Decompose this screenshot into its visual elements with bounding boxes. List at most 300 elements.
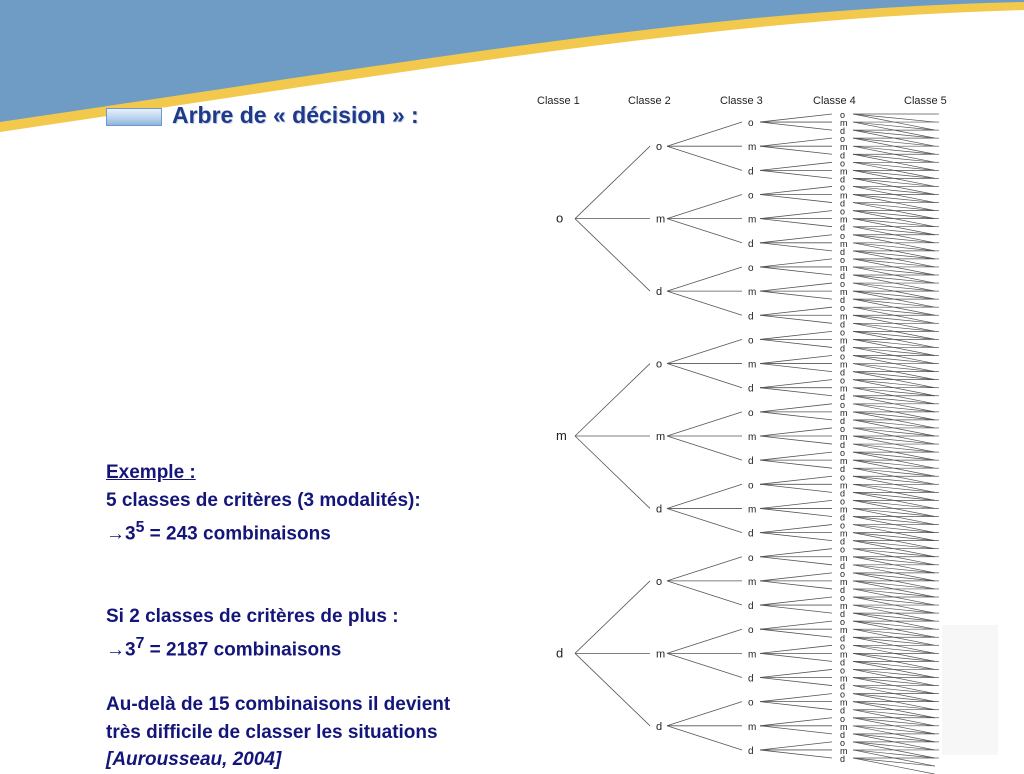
tree-node-m: m bbox=[656, 648, 666, 661]
tree-node-m: m bbox=[656, 431, 666, 443]
tree-node-o: o bbox=[556, 210, 564, 226]
tree-node-o: o bbox=[748, 625, 754, 637]
tree-branch bbox=[760, 404, 832, 412]
tree-node-m: m bbox=[840, 214, 848, 225]
tree-branch bbox=[760, 726, 832, 734]
tree-branch bbox=[853, 710, 935, 718]
tree-branch bbox=[853, 356, 935, 364]
tree-node-d: d bbox=[840, 512, 846, 523]
column-header: Classe 1 bbox=[537, 95, 580, 107]
tree-branch bbox=[760, 122, 832, 130]
tree-node-d: d bbox=[840, 198, 846, 209]
tree-node-o: o bbox=[656, 358, 663, 371]
tree-branch bbox=[667, 412, 742, 436]
tree-branch bbox=[760, 243, 832, 251]
column-header: Classe 3 bbox=[720, 95, 763, 107]
title-decoration-bar bbox=[106, 108, 162, 126]
tree-node-o: o bbox=[840, 641, 846, 652]
tree-node-m: m bbox=[840, 190, 848, 201]
tree-branch bbox=[853, 694, 935, 702]
tree-branch bbox=[667, 581, 742, 605]
tree-branch bbox=[760, 533, 832, 541]
tree-node-m: m bbox=[748, 142, 757, 154]
tree-branch bbox=[667, 195, 742, 219]
tree-branch bbox=[760, 307, 832, 315]
tree-branch bbox=[760, 428, 832, 436]
tree-branch bbox=[853, 484, 935, 492]
tree-node-d: d bbox=[840, 536, 846, 547]
tree-node-d: d bbox=[656, 286, 663, 299]
tree-branch bbox=[667, 364, 742, 388]
tree-branch bbox=[760, 364, 832, 372]
tree-branch bbox=[760, 718, 832, 726]
tree-node-o: o bbox=[840, 448, 846, 459]
tree-node-d: d bbox=[840, 150, 846, 161]
tree-branch bbox=[853, 734, 935, 742]
tree-node-m: m bbox=[748, 649, 757, 661]
tree-branch bbox=[760, 162, 832, 170]
tree-node-o: o bbox=[840, 472, 846, 483]
tree-node-m: m bbox=[748, 504, 757, 516]
tree-branch bbox=[853, 388, 935, 396]
tree-node-m: m bbox=[840, 673, 848, 684]
tree-branch bbox=[667, 702, 742, 726]
tree-node-d: d bbox=[748, 456, 754, 468]
tree-branch bbox=[853, 605, 935, 613]
tree-branch bbox=[853, 669, 935, 677]
tree-branch bbox=[667, 508, 742, 532]
tree-branch bbox=[760, 436, 832, 444]
tree-branch bbox=[853, 460, 935, 468]
tree-node-o: o bbox=[748, 262, 754, 274]
tree-branch bbox=[853, 235, 935, 243]
tree-node-o: o bbox=[748, 552, 754, 564]
tree-branch bbox=[853, 347, 935, 355]
tree-branch bbox=[760, 452, 832, 460]
tree-branch bbox=[760, 508, 832, 516]
tree-branch bbox=[853, 718, 935, 726]
tree-branch bbox=[853, 323, 935, 331]
tree-branch bbox=[853, 565, 935, 573]
tree-branch bbox=[853, 702, 935, 710]
tree-node-d: d bbox=[748, 745, 754, 757]
tree-branch bbox=[760, 211, 832, 219]
tree-branch bbox=[760, 645, 832, 653]
tree-node-o: o bbox=[840, 110, 846, 120]
conclusion-line-1: Au-delà de 15 combinaisons il devient bbox=[106, 694, 451, 716]
tree-branch bbox=[853, 645, 935, 653]
tree-branch bbox=[760, 653, 832, 661]
tree-branch bbox=[853, 186, 935, 194]
tree-node-o: o bbox=[840, 496, 846, 507]
tree-branch bbox=[853, 251, 935, 259]
tree-branch bbox=[853, 178, 935, 186]
tree-node-m: m bbox=[840, 625, 848, 636]
tree-node-d: d bbox=[840, 657, 846, 668]
tree-branch bbox=[760, 742, 832, 750]
combination-line-2: $\to 3^7 = 2187$ combinaisons bbox=[106, 635, 342, 661]
tree-node-m: m bbox=[556, 428, 567, 443]
tree-node-m: m bbox=[840, 287, 848, 298]
tree-node-m: m bbox=[656, 213, 666, 226]
tree-branch bbox=[760, 484, 832, 492]
column-header: Classe 5 bbox=[904, 95, 947, 107]
tree-node-d: d bbox=[748, 528, 754, 540]
tree-node-o: o bbox=[840, 544, 846, 555]
tree-branch bbox=[667, 291, 742, 315]
tree-branch bbox=[760, 669, 832, 677]
tree-branch bbox=[667, 726, 742, 750]
tree-node-o: o bbox=[840, 279, 846, 290]
tree-branch bbox=[667, 339, 742, 363]
tree-node-d: d bbox=[840, 440, 846, 451]
tree-branch bbox=[667, 122, 742, 146]
tree-branch bbox=[760, 195, 832, 203]
tree-branch bbox=[853, 629, 935, 637]
example-line: 5 classes de critères (3 modalités): bbox=[106, 489, 421, 511]
tree-node-o: o bbox=[840, 134, 846, 145]
tree-branch bbox=[575, 653, 650, 725]
tree-branch bbox=[853, 726, 935, 734]
tree-branch bbox=[853, 750, 935, 758]
tree-node-d: d bbox=[840, 488, 846, 499]
tree-node-d: d bbox=[840, 295, 846, 306]
tree-node-d: d bbox=[840, 319, 846, 330]
tree-node-m: m bbox=[840, 697, 848, 708]
tree-node-m: m bbox=[840, 576, 848, 587]
tree-branch bbox=[575, 146, 650, 218]
tree-node-o: o bbox=[840, 399, 846, 410]
tree-node-m: m bbox=[840, 142, 848, 153]
tree-branch bbox=[853, 742, 935, 750]
tree-branch bbox=[760, 500, 832, 508]
tree-node-m: m bbox=[840, 649, 848, 660]
tree-node-o: o bbox=[840, 689, 846, 700]
tree-node-d: d bbox=[748, 238, 754, 250]
tree-node-d: d bbox=[840, 126, 846, 137]
tree-branch bbox=[853, 227, 935, 235]
tree-branch bbox=[575, 436, 650, 508]
tree-node-m: m bbox=[748, 721, 757, 733]
tree-branch bbox=[853, 211, 935, 219]
tree-branch bbox=[853, 307, 935, 315]
tree-branch bbox=[760, 235, 832, 243]
tree-node-d: d bbox=[840, 560, 846, 571]
tree-node-m: m bbox=[840, 311, 848, 322]
tree-node-o: o bbox=[840, 520, 846, 531]
tree-branch bbox=[760, 138, 832, 146]
tree-branch bbox=[667, 653, 742, 677]
tree-branch bbox=[760, 629, 832, 637]
tree-branch bbox=[853, 267, 935, 275]
extension-line: Si 2 classes de critères de plus : bbox=[106, 605, 399, 627]
logo-fragment bbox=[942, 625, 998, 755]
tree-node-d: d bbox=[656, 720, 663, 733]
tree-branch bbox=[853, 758, 935, 774]
tree-node-o: o bbox=[748, 118, 754, 130]
tree-node-o: o bbox=[840, 665, 846, 676]
tree-node-m: m bbox=[840, 262, 848, 273]
tree-node-o: o bbox=[840, 206, 846, 217]
tree-branch bbox=[853, 452, 935, 460]
tree-branch bbox=[760, 259, 832, 267]
tree-node-o: o bbox=[840, 303, 846, 314]
tree-branch bbox=[760, 283, 832, 291]
text-block bbox=[106, 459, 586, 774]
tree-branch bbox=[853, 476, 935, 484]
tree-branch bbox=[853, 573, 935, 581]
tree-branch bbox=[760, 356, 832, 364]
tree-branch bbox=[760, 412, 832, 420]
decision-tree bbox=[530, 88, 947, 768]
tree-node-o: o bbox=[748, 480, 754, 492]
tree-branch bbox=[575, 219, 650, 291]
tree-branch bbox=[853, 686, 935, 694]
tree-node-m: m bbox=[748, 287, 757, 299]
tree-branch bbox=[853, 589, 935, 597]
tree-node-m: m bbox=[840, 745, 848, 756]
example-heading: Exemple : bbox=[106, 462, 196, 483]
tree-branch bbox=[760, 267, 832, 275]
tree-branch bbox=[853, 436, 935, 444]
tree-branch bbox=[760, 525, 832, 533]
tree-node-o: o bbox=[840, 230, 846, 241]
tree-node-d: d bbox=[840, 729, 846, 740]
tree-node-m: m bbox=[748, 214, 757, 226]
tree-node-o: o bbox=[840, 182, 846, 193]
tree-branch bbox=[853, 130, 935, 138]
tree-node-o: o bbox=[840, 254, 846, 265]
tree-branch bbox=[667, 484, 742, 508]
tree-branch bbox=[853, 203, 935, 211]
tree-node-d: d bbox=[840, 367, 846, 378]
tree-branch bbox=[853, 372, 935, 380]
tree-branch bbox=[760, 621, 832, 629]
tree-node-m: m bbox=[840, 238, 848, 249]
combination-line-1: $\to 3^5 = 243$ combinaisons bbox=[106, 519, 331, 545]
tree-branch bbox=[853, 468, 935, 476]
tree-node-d: d bbox=[748, 601, 754, 613]
tree-branch bbox=[853, 364, 935, 372]
tree-node-d: d bbox=[748, 673, 754, 685]
tree-node-d: d bbox=[840, 343, 846, 354]
tree-node-o: o bbox=[748, 335, 754, 347]
tree-branch bbox=[760, 114, 832, 122]
tree-branch bbox=[760, 291, 832, 299]
tree-branch bbox=[853, 581, 935, 589]
tree-branch bbox=[853, 500, 935, 508]
tree-branch bbox=[853, 637, 935, 645]
tree-node-m: m bbox=[840, 118, 848, 129]
tree-branch bbox=[760, 581, 832, 589]
tree-branch bbox=[853, 243, 935, 251]
tree-branch bbox=[760, 388, 832, 396]
tree-node-m: m bbox=[840, 504, 848, 515]
tree-branch bbox=[853, 621, 935, 629]
tree-branch bbox=[853, 412, 935, 420]
tree-node-d: d bbox=[840, 246, 846, 257]
tree-branch bbox=[575, 364, 650, 436]
tree-branch bbox=[853, 541, 935, 549]
tree-node-o: o bbox=[840, 617, 846, 628]
arrow-icon: → bbox=[106, 523, 125, 545]
conclusion-line-2: très difficile de classer les situations bbox=[106, 721, 438, 743]
tree-branch bbox=[853, 517, 935, 525]
tree-branch bbox=[760, 219, 832, 227]
tree-node-m: m bbox=[840, 407, 848, 418]
tree-branch bbox=[760, 315, 832, 323]
tree-branch bbox=[853, 283, 935, 291]
tree-node-d: d bbox=[748, 166, 754, 178]
tree-node-m: m bbox=[840, 480, 848, 491]
tree-branch bbox=[760, 678, 832, 686]
tree-branch bbox=[760, 460, 832, 468]
tree-branch bbox=[853, 114, 935, 122]
tree-node-o: o bbox=[840, 158, 846, 169]
tree-node-m: m bbox=[840, 383, 848, 394]
tree-node-o: o bbox=[748, 190, 754, 202]
column-header: Classe 2 bbox=[628, 95, 671, 107]
tree-node-d: d bbox=[840, 681, 846, 692]
tree-branch bbox=[760, 476, 832, 484]
tree-branch bbox=[760, 750, 832, 758]
tree-node-o: o bbox=[840, 713, 846, 724]
tree-node-m: m bbox=[840, 432, 848, 442]
tree-branch bbox=[853, 492, 935, 500]
tree-branch bbox=[667, 436, 742, 460]
tree-branch bbox=[760, 702, 832, 710]
tree-branch bbox=[853, 653, 935, 661]
tree-branch bbox=[853, 291, 935, 299]
tree-node-o: o bbox=[840, 737, 846, 748]
tree-branch bbox=[853, 154, 935, 162]
citation: [Aurousseau, 2004] bbox=[106, 749, 282, 771]
tree-node-o: o bbox=[840, 593, 846, 603]
tree-node-m: m bbox=[840, 601, 848, 612]
tree-node-o: o bbox=[840, 327, 846, 338]
tree-branch bbox=[853, 331, 935, 339]
tree-branch bbox=[853, 428, 935, 436]
tree-branch bbox=[853, 549, 935, 557]
tree-node-m: m bbox=[748, 576, 757, 588]
tree-branch bbox=[760, 146, 832, 154]
tree-node-m: m bbox=[840, 456, 848, 467]
tree-node-d: d bbox=[840, 584, 846, 595]
tree-node-d: d bbox=[840, 271, 846, 281]
tree-branch bbox=[853, 597, 935, 605]
tree-branch bbox=[853, 533, 935, 541]
tree-node-d: d bbox=[840, 222, 846, 233]
tree-node-m: m bbox=[840, 335, 848, 346]
tree-branch bbox=[853, 275, 935, 283]
tree-node-o: o bbox=[840, 568, 846, 579]
tree-branch bbox=[853, 444, 935, 452]
tree-node-o: o bbox=[748, 697, 754, 709]
tree-branch bbox=[853, 339, 935, 347]
tree-node-m: m bbox=[748, 432, 757, 443]
tree-branch bbox=[853, 396, 935, 404]
tree-branch bbox=[853, 678, 935, 686]
tree-branch bbox=[853, 195, 935, 203]
tree-branch bbox=[760, 170, 832, 178]
tree-node-o: o bbox=[656, 141, 663, 154]
tree-branch bbox=[853, 315, 935, 323]
tree-branch bbox=[853, 162, 935, 170]
tree-node-o: o bbox=[748, 407, 754, 419]
tree-branch bbox=[853, 122, 935, 130]
tree-branch bbox=[667, 219, 742, 243]
tree-branch bbox=[760, 597, 832, 605]
tree-branch bbox=[760, 331, 832, 339]
tree-branch bbox=[853, 299, 935, 307]
tree-node-m: m bbox=[748, 359, 757, 371]
tree-node-d: d bbox=[840, 633, 846, 644]
tree-node-d: d bbox=[748, 383, 754, 395]
tree-node-d: d bbox=[656, 503, 663, 516]
tree-branch bbox=[667, 557, 742, 581]
slide-title: Arbre de « décision » : bbox=[172, 102, 419, 128]
tree-node-d: d bbox=[840, 174, 846, 185]
tree-node-o: o bbox=[840, 423, 846, 434]
tree-branch bbox=[853, 259, 935, 267]
tree-node-d: d bbox=[840, 391, 846, 402]
tree-branch bbox=[853, 613, 935, 621]
tree-branch bbox=[853, 219, 935, 227]
tree-node-d: d bbox=[840, 415, 846, 426]
tree-node-d: d bbox=[840, 705, 846, 716]
tree-branch bbox=[760, 549, 832, 557]
tree-node-m: m bbox=[840, 552, 848, 563]
tree-node-d: d bbox=[748, 311, 754, 323]
tree-branch bbox=[667, 146, 742, 170]
tree-node-o: o bbox=[840, 351, 846, 362]
tree-branch bbox=[853, 146, 935, 154]
tree-node-d: d bbox=[840, 754, 846, 764]
tree-branch bbox=[760, 573, 832, 581]
tree-branch bbox=[760, 339, 832, 347]
tree-branch bbox=[853, 508, 935, 516]
tree-node-m: m bbox=[840, 166, 848, 177]
tree-node-o: o bbox=[840, 375, 846, 386]
tree-branch bbox=[667, 629, 742, 653]
tree-node-m: m bbox=[840, 359, 848, 370]
tree-branch bbox=[760, 694, 832, 702]
tree-branch bbox=[667, 267, 742, 291]
tree-branch bbox=[853, 170, 935, 178]
tree-branch bbox=[853, 138, 935, 146]
tree-branch bbox=[760, 186, 832, 194]
tree-node-m: m bbox=[840, 528, 848, 539]
tree-node-d: d bbox=[556, 645, 564, 661]
tree-branch bbox=[853, 380, 935, 388]
tree-branch bbox=[853, 525, 935, 533]
tree-node-o: o bbox=[656, 575, 663, 588]
arrow-icon: → bbox=[106, 639, 125, 661]
column-header: Classe 4 bbox=[813, 95, 856, 107]
tree-branch bbox=[760, 605, 832, 613]
tree-node-d: d bbox=[840, 464, 846, 475]
tree-branch bbox=[853, 404, 935, 412]
tree-branch bbox=[853, 661, 935, 669]
tree-node-d: d bbox=[840, 609, 846, 620]
tree-branch bbox=[853, 758, 935, 766]
tree-node-m: m bbox=[840, 721, 848, 732]
tree-branch bbox=[575, 581, 650, 653]
tree-branch bbox=[760, 380, 832, 388]
tree-branch bbox=[760, 557, 832, 565]
tree-branch bbox=[853, 420, 935, 428]
tree-branch bbox=[853, 557, 935, 565]
